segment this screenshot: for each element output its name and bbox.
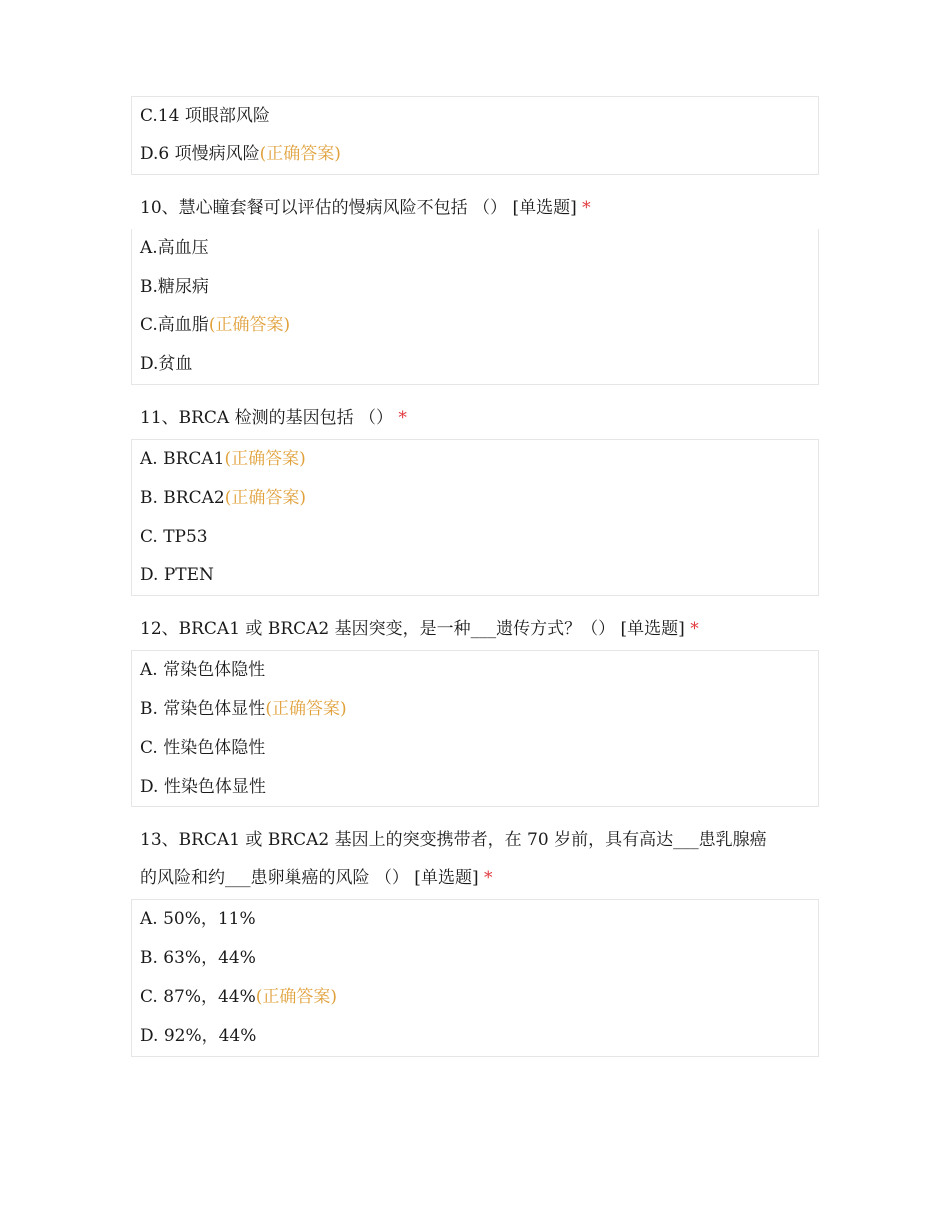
q12-option-d: D. 性染色体显性 <box>140 776 266 797</box>
q12-options <box>131 650 819 807</box>
q12-option-a: A. 常染色体隐性 <box>140 660 266 681</box>
q11-option-b: B. BRCA2(正确答案) <box>140 487 306 508</box>
question-13 <box>131 807 819 899</box>
q12-option-b: B. 常染色体显性(正确答案) <box>140 698 347 719</box>
correct-answer-tag: (正确答案) <box>259 144 341 164</box>
correct-answer-tag: (正确答案) <box>208 315 291 336</box>
q13-option-a: A. 50%，11% <box>140 909 256 930</box>
question-11 <box>131 385 819 439</box>
q10-option-b: B.糖尿病 <box>140 276 209 297</box>
q10-option-a: A.高血压 <box>140 237 209 258</box>
q11-options <box>131 439 819 596</box>
question-title: 12、BRCA1 或 BRCA2 基因突变，是一种___遗传方式？（） [单选题] * <box>140 619 699 640</box>
q11-option-d: D. PTEN <box>140 565 214 586</box>
correct-answer-tag: (正确答案) <box>224 487 306 508</box>
q13-option-d: D. 92%，44% <box>140 1025 257 1046</box>
correct-answer-tag: (正确答案) <box>224 448 306 469</box>
q13-option-b: B. 63%，44% <box>140 948 256 969</box>
survey-page <box>131 96 819 1057</box>
q10-options <box>131 229 819 385</box>
q12-option-c: C. 性染色体隐性 <box>140 737 266 758</box>
q9-options <box>131 96 819 175</box>
question-title-line1: 13、BRCA1 或 BRCA2 基因上的突变携带者，在 70 岁前，具有高达___患乳腺癌 <box>140 830 767 851</box>
q10-option-c: C.高血脂(正确答案) <box>140 315 291 336</box>
q9-option-d <box>140 135 810 174</box>
question-title: 11、BRCA 检测的基因包括 （） * <box>140 407 407 428</box>
q10-option-d: D.贫血 <box>140 354 193 375</box>
correct-answer-tag: (正确答案) <box>255 986 338 1007</box>
correct-answer-tag: (正确答案) <box>265 698 347 719</box>
q11-option-a: A. BRCA1(正确答案) <box>140 448 306 469</box>
required-mark: * <box>483 868 493 889</box>
option-label: D.6 项慢病风险 <box>140 144 260 164</box>
q9-option-c <box>140 97 810 135</box>
required-mark: * <box>398 407 407 428</box>
option-label: C.14 项眼部风险 <box>140 106 270 126</box>
required-mark: * <box>690 619 699 640</box>
question-12 <box>131 596 819 650</box>
q13-option-c: C. 87%，44%(正确答案) <box>140 986 338 1007</box>
question-title-line2: 的风险和约___患卵巢癌的风险 （） [单选题] * <box>140 868 493 889</box>
q11-option-c: C. TP53 <box>140 526 208 547</box>
question-10 <box>131 175 819 229</box>
question-title: 10、慧心瞳套餐可以评估的慢病风险不包括 （） [单选题] * <box>140 197 591 218</box>
required-mark: * <box>582 197 591 218</box>
q13-options <box>131 899 819 1056</box>
